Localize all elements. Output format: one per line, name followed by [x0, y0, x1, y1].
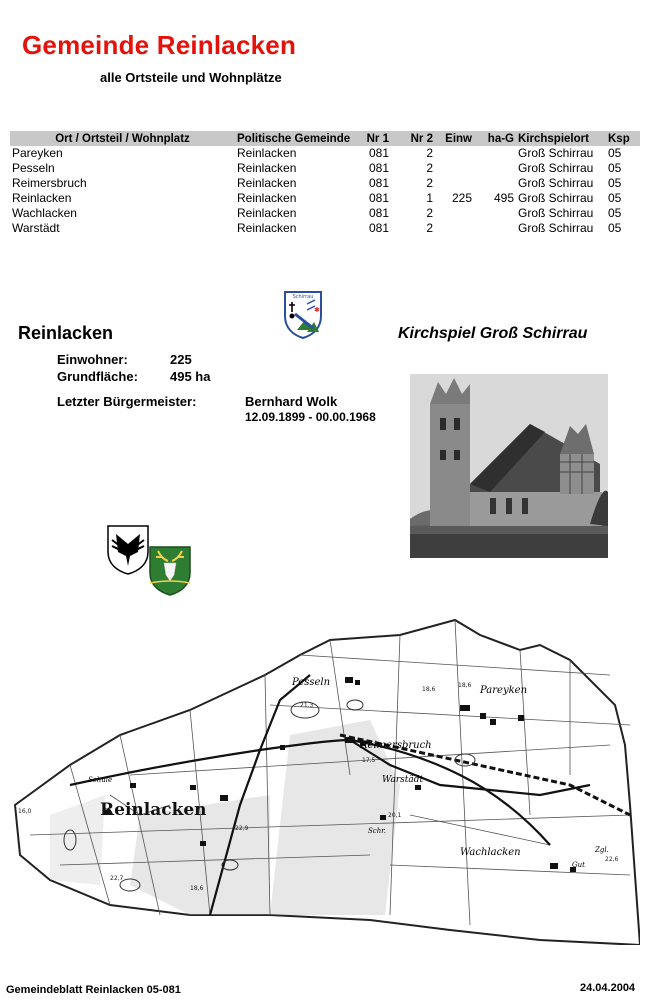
cell-nr2: 2 [426, 221, 433, 235]
cell-ksp: 05 [608, 146, 622, 160]
cell-ha [474, 146, 516, 161]
schirrau-crest-icon [283, 290, 323, 340]
church-photo [410, 374, 608, 558]
footer-document-id: Gemeindeblatt Reinlacken 05-081 [6, 984, 181, 996]
cell-einw [435, 206, 474, 221]
cell-gemeinde: Reinlacken [237, 206, 297, 220]
table-header-row [10, 131, 640, 146]
col-header-kirchspielort: Kirchspielort [516, 131, 606, 146]
map-label-warstaedt: Warstädt [382, 775, 424, 785]
cell-nr2: 2 [426, 176, 433, 190]
map-height-label: 22,9 [235, 825, 249, 832]
map-label-gut: Gut [572, 861, 585, 869]
map-height-label: 22,7 [110, 875, 124, 882]
cell-nr1: 081 [368, 191, 389, 205]
cell-kirchspielort: Groß Schirrau [518, 161, 594, 175]
cell-einw [435, 146, 474, 161]
cell-gemeinde: Reinlacken [237, 161, 297, 175]
parish-title: Kirchspiel Groß Schirrau [398, 325, 588, 342]
cell-ort: Pesseln [12, 161, 55, 175]
mayor-name: Bernhard Wolk [245, 394, 338, 409]
eagle-crest-icon [106, 524, 150, 576]
map-label-zgl: Zgl. [595, 846, 609, 854]
col-header-ort: Ort / Ortsteil / Wohnplatz [10, 131, 235, 146]
cell-ort: Wachlacken [12, 206, 77, 220]
map-height-label: 18,6 [190, 885, 204, 892]
cell-einw [435, 221, 474, 236]
map-height-label: 16,0 [18, 808, 32, 815]
crest-label: Schirrau [292, 294, 314, 300]
places-table [10, 131, 640, 236]
cell-gemeinde: Reinlacken [237, 176, 297, 190]
mayor-dates: 12.09.1899 - 00.00.1968 [245, 410, 376, 424]
cell-ksp: 05 [608, 161, 622, 175]
map-height-label: 20,1 [388, 812, 402, 819]
cell-nr1: 081 [368, 221, 389, 235]
inhabitants-value: 225 [170, 352, 192, 367]
cell-ha [474, 161, 516, 176]
cell-nr1: 081 [368, 206, 389, 220]
cell-nr1: 081 [368, 161, 389, 175]
cell-gemeinde: Reinlacken [237, 191, 297, 205]
cell-kirchspielort: Groß Schirrau [518, 146, 594, 160]
cell-ha [474, 221, 516, 236]
col-header-nr1: Nr 1 [357, 131, 391, 146]
area-label: Grundfläche: [57, 369, 138, 384]
map-label-reimersbruch: Reimersbruch [360, 740, 432, 751]
cell-ort: Reinlacken [12, 191, 72, 205]
cell-ort: Pareyken [12, 146, 63, 160]
table-row [10, 191, 640, 206]
cell-nr2: 2 [426, 146, 433, 160]
table-row [10, 206, 640, 221]
mayor-label: Letzter Bürgermeister: [57, 394, 197, 409]
stag-crest-icon [148, 545, 192, 597]
table-row [10, 221, 640, 236]
col-header-gemeinde: Politische Gemeinde [235, 131, 357, 146]
cell-ksp: 05 [608, 176, 622, 190]
table-row [10, 176, 640, 191]
cell-kirchspielort: Groß Schirrau [518, 221, 594, 235]
cell-einw [435, 161, 474, 176]
map-height-label: 22,6 [605, 856, 619, 863]
col-header-ha: ha-G [474, 131, 516, 146]
cell-nr1: 081 [368, 146, 389, 160]
page-subtitle: alle Ortsteile und Wohnplätze [100, 70, 282, 85]
map-height-label: 17,5 [362, 757, 376, 764]
cell-ort: Reimersbruch [12, 176, 87, 190]
cell-ha [474, 206, 516, 221]
historical-map [10, 615, 640, 945]
cell-ort: Warstädt [12, 221, 60, 235]
svg-text:✱: ✱ [314, 306, 320, 314]
cell-kirchspielort: Groß Schirrau [518, 206, 594, 220]
map-label-schule: Schule [88, 776, 113, 784]
map-label-pareyken: Pareyken [480, 685, 528, 696]
table-row [10, 146, 640, 161]
inhabitants-label: Einwohner: [57, 352, 128, 367]
map-height-label: 18,6 [458, 682, 472, 689]
cell-ksp: 05 [608, 206, 622, 220]
page-title: Gemeinde Reinlacken [22, 30, 297, 60]
col-header-nr2: Nr 2 [391, 131, 435, 146]
cell-ksp: 05 [608, 221, 622, 235]
municipality-name: Reinlacken [18, 323, 114, 343]
cell-ha [474, 176, 516, 191]
cell-kirchspielort: Groß Schirrau [518, 176, 594, 190]
cell-nr1: 081 [368, 176, 389, 190]
footer-date: 24.04.2004 [580, 982, 636, 994]
cell-nr2: 1 [426, 191, 433, 205]
cell-nr2: 2 [426, 206, 433, 220]
map-height-label: 18,6 [422, 686, 436, 693]
map-label-reinlacken: Reinlacken [100, 800, 207, 820]
col-header-ksp: Ksp [606, 131, 640, 146]
map-label-wachlacken: Wachlacken [460, 847, 521, 858]
cell-ksp: 05 [608, 191, 622, 205]
cell-nr2: 2 [426, 161, 433, 175]
cell-gemeinde: Reinlacken [237, 146, 297, 160]
cell-einw [435, 176, 474, 191]
cell-einw: 225 [451, 191, 472, 205]
cell-ha: 495 [493, 191, 514, 205]
cell-kirchspielort: Groß Schirrau [518, 191, 594, 205]
map-height-label: 21,3 [300, 702, 314, 709]
area-value: 495 ha [170, 369, 211, 384]
map-label-schr: Schr. [368, 827, 387, 835]
cell-gemeinde: Reinlacken [237, 221, 297, 235]
col-header-einw: Einw [435, 131, 474, 146]
table-row [10, 161, 640, 176]
map-label-pesseln: Pesseln [292, 677, 331, 688]
